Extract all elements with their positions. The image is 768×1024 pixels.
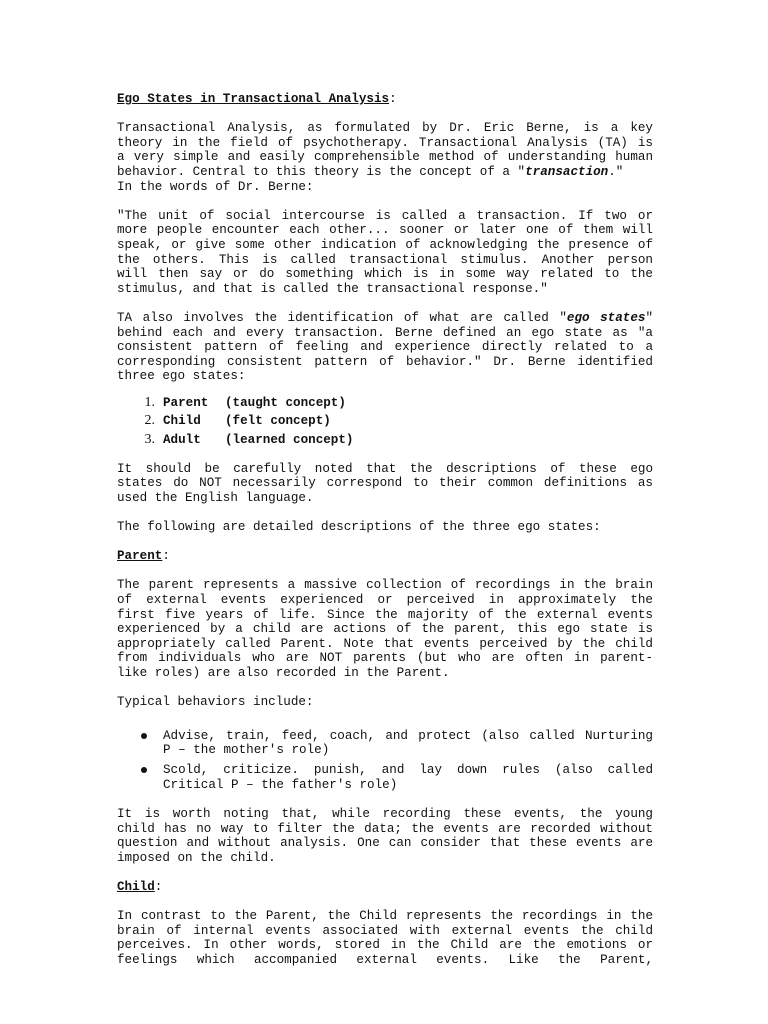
following-line: The following are detailed descriptions of the three ego states: bbox=[117, 520, 601, 535]
bullet-icon bbox=[117, 763, 163, 792]
list-item: 3. Adult (learned concept) bbox=[144, 432, 354, 448]
parent-heading: Parent: bbox=[117, 549, 170, 564]
child-paragraph: In contrast to the Parent, the Child represents the recordings in the brain of internal events associated with external events the child perceives. In other words, stored in the Child are the emotions or feelings which accompanied external events. Like the Parent, bbox=[117, 909, 653, 968]
berne-quote: "The unit of social intercourse is called a transaction. If two or more people encounter each other... sooner or later one of them will speak, or give some other indication of acknowledging the presence of the others. This is called transactional stimulus. Another person will then say or do something which is in some way related to the stimulus, and that is called the transactional response." bbox=[117, 208, 653, 296]
list-item: Scold, criticize. punish, and lay down rules (also called Critical P – the father's role) bbox=[117, 763, 653, 792]
title-text: Ego States in Transactional Analysis bbox=[117, 92, 390, 106]
intro-paragraph: Transactional Analysis, as formulated by Dr. Eric Berne, is a key theory in the field of psychotherapy. Transactional Analysis (TA) is a very simple and easily comprehensible method of understanding human behavior. Central to this theory is the concept of a "transaction." In the words of Dr. Berne: bbox=[117, 121, 653, 194]
emphasis-ego-states: ego states bbox=[566, 310, 646, 325]
child-heading: Child: bbox=[117, 880, 163, 895]
list-item: 1. Parent (taught concept) bbox=[144, 394, 346, 410]
note-paragraph: It should be carefully noted that the descriptions of these ego states do NOT necessarily correspond to their common definitions as used the English language. bbox=[117, 461, 653, 505]
list-item: Advise, train, feed, coach, and protect (also called Nurturing P – the mother's role) bbox=[117, 729, 653, 758]
parent-paragraph: The parent represents a massive collection of recordings in the brain of external events experienced or perceived in approximately the first five years of life. Since the majority of the external events experienced by a child are actions of the parent, this ego state is appropriately called Parent. Note that events perceived by the child from individuals who are NOT parents (but who are often in parent- like roles) are also recorded in the Parent. bbox=[117, 578, 653, 680]
document-title: Ego States in Transactional Analysis: bbox=[117, 92, 397, 106]
parent-behaviors-list bbox=[117, 729, 653, 792]
list-item: 2. Child (felt concept) bbox=[144, 413, 331, 429]
worth-noting-paragraph: It is worth noting that, while recording these events, the young child has no way to filter the data; the events are recorded without question and without analysis. One can consider that these events are imposed on the child. bbox=[117, 807, 653, 865]
typical-behaviors-label: Typical behaviors include: bbox=[117, 695, 314, 710]
emphasis-transaction: transaction bbox=[525, 164, 609, 179]
ego-states-paragraph: TA also involves the identification of what are called "ego states" behind each and every transaction. Berne defined an ego state as "a consistent pattern of feeling and experience directly related to a corresponding consistent pattern of behavior." Dr. Berne identified three ego states: bbox=[117, 310, 653, 384]
document-page bbox=[117, 92, 653, 968]
ego-states-list bbox=[117, 394, 653, 450]
bullet-icon bbox=[117, 729, 163, 758]
